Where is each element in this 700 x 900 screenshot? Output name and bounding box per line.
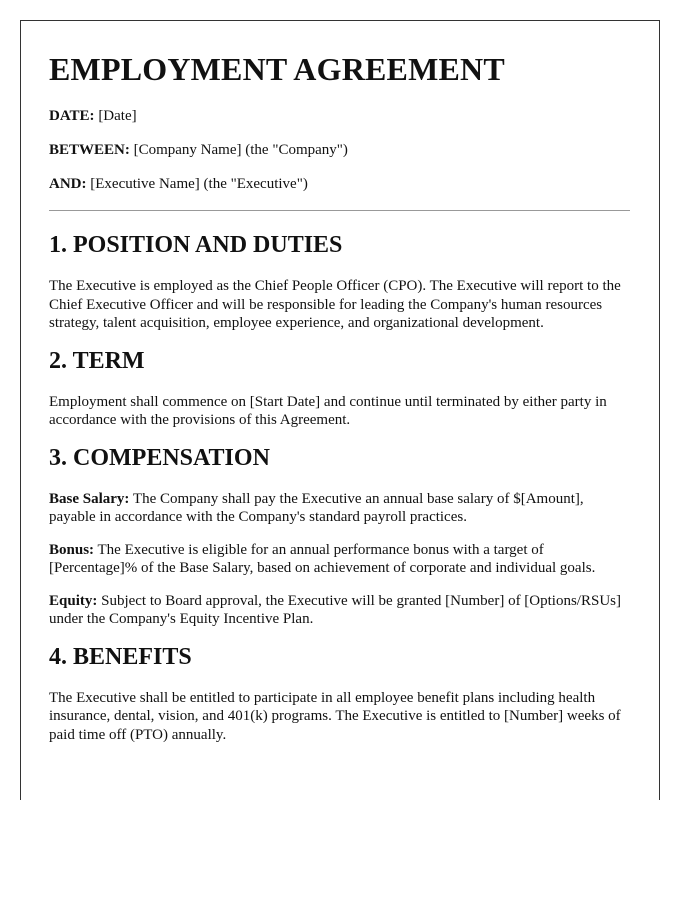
compensation-base-salary (49, 490, 630, 527)
section-text-benefits: The Executive shall be entitled to participate in all employee benefit plans including health insurance, dental, vision, and 401(k) programs. The Executive is entitled to [Number] weeks of paid time off (PTO) annually. (49, 689, 621, 743)
bonus-text: The Executive is eligible for an annual performance bonus with a target of [Percentage]% of the Base Salary, based on achievement of corporate and individual goals. (49, 541, 596, 576)
header-divider (49, 210, 630, 211)
section-text-position: The Executive is employed as the Chief People Officer (CPO). The Executive will report to the Chief Executive Officer and will be responsible for leading the Company's human resources strategy, talent acquisition, employee experience, and organizational development. (49, 278, 621, 331)
meta-and (49, 174, 630, 194)
section-heading-benefits: 4. BENEFITS (49, 643, 192, 670)
meta-date-value: [Date] (98, 108, 137, 124)
base-salary-label: Base Salary: (49, 490, 130, 507)
meta-and-value: [Executive Name] (the "Executive") (90, 176, 308, 192)
agreement-page (20, 20, 660, 800)
compensation-equity (49, 592, 630, 629)
meta-date (49, 106, 630, 126)
meta-and-label: AND: (49, 176, 87, 192)
section-heading-compensation: 3. COMPENSATION (49, 444, 270, 471)
meta-between (49, 140, 630, 160)
compensation-bonus (49, 541, 630, 578)
equity-label: Equity: (49, 592, 98, 609)
section-text-term: Employment shall commence on [Start Date] and continue until terminated by either party in accordance with the provisions of this Agreement. (49, 393, 607, 428)
section-heading-position: 1. POSITION AND DUTIES (49, 232, 343, 258)
equity-text: Subject to Board approval, the Executive will be granted [Number] of [Options/RSUs] under the Company's Equity Incentive Plan. (49, 592, 621, 627)
document-title: EMPLOYMENT AGREEMENT (49, 51, 505, 87)
meta-date-label: DATE: (49, 108, 95, 124)
bonus-label: Bonus: (49, 541, 95, 558)
base-salary-text: The Company shall pay the Executive an annual base salary of $[Amount], payable in accordance with the Company's standard payroll practices. (49, 490, 584, 525)
meta-between-value: [Company Name] (the "Company") (133, 142, 348, 158)
section-heading-term: 2. TERM (49, 347, 145, 374)
meta-between-label: BETWEEN: (49, 142, 130, 158)
